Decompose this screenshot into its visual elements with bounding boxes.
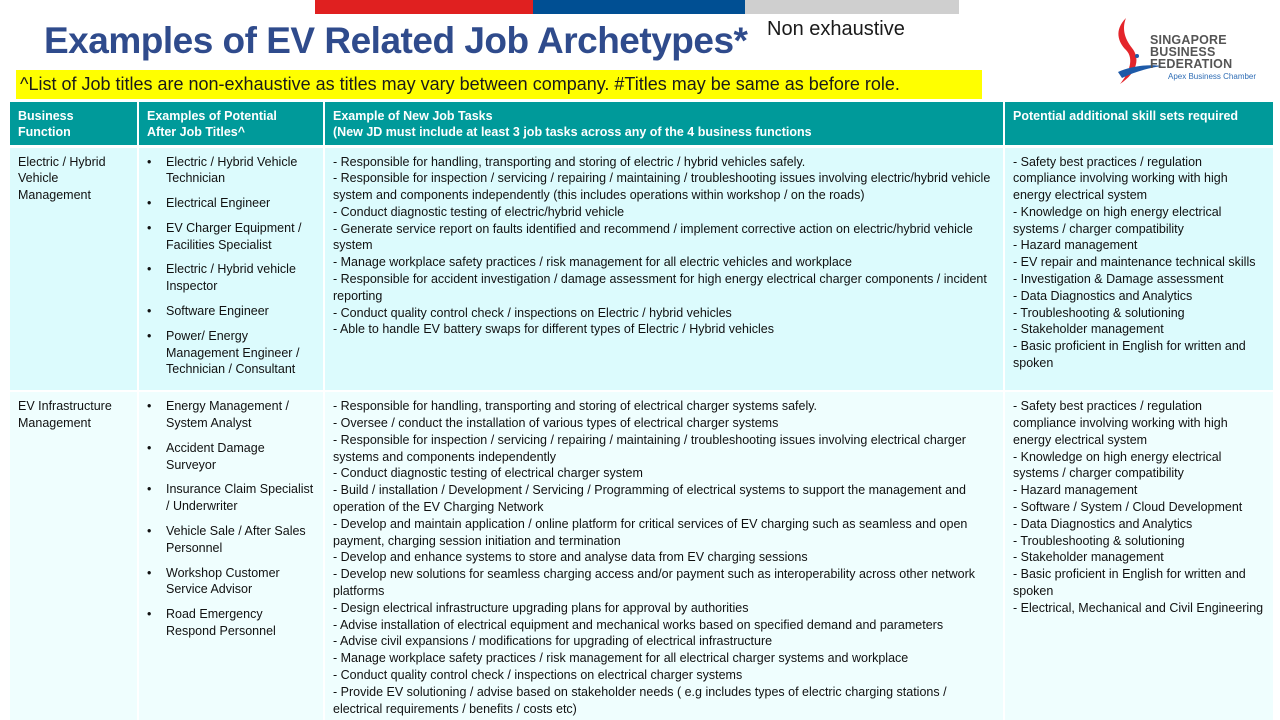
job-title-text: Insurance Claim Specialist / Underwriter — [166, 482, 314, 514]
list-item — [147, 154, 315, 188]
job-titles-list — [147, 398, 315, 640]
skill-item: - Electrical, Mechanical and Civil Engineering — [1013, 600, 1264, 615]
job-title-text: Road Emergency Respond Personnel — [166, 607, 276, 639]
list-item — [147, 195, 315, 212]
job-titles-cell — [138, 146, 324, 391]
bullet-icon: • — [147, 565, 152, 580]
job-title-text: Power/ Energy Management Engineer / Technician / Consultant — [166, 328, 300, 377]
list-item — [147, 328, 315, 378]
job-title-text: Electrical Engineer — [166, 196, 271, 211]
list-item — [147, 220, 315, 254]
job-archetypes-table — [10, 102, 1273, 720]
job-title-text: EV Charger Equipment / Facilities Specialist — [166, 220, 302, 252]
skill-item: - Knowledge on high energy electrical systems / charger compatibility — [1013, 204, 1222, 236]
column-header-skill-sets — [1004, 102, 1273, 146]
job-task-item: - Manage workplace safety practices / risk management for all electrical charger systems and workplace — [333, 651, 909, 666]
brand-bar-blue — [533, 0, 745, 14]
bullet-icon: • — [147, 328, 152, 343]
bullet-icon: • — [147, 304, 152, 319]
list-item — [147, 440, 315, 474]
job-title-text: Electric / Hybrid Vehicle Technician — [166, 154, 298, 186]
page-title — [44, 20, 747, 62]
list-item — [147, 481, 315, 515]
job-task-item: - Develop new solutions for seamless charging access and/or payment such as interoperability across other network platforms — [333, 567, 975, 599]
job-task-item: - Manage workplace safety practices / risk management for all electric vehicles and workplace — [333, 255, 852, 270]
brand-bar-grey — [745, 0, 959, 14]
list-item — [147, 261, 315, 295]
brand-color-bar — [315, 0, 959, 14]
job-task-item: - Conduct quality control check / inspections on Electric / hybrid vehicles — [333, 305, 732, 320]
column-header-job-titles — [138, 102, 324, 146]
skill-item: - Data Diagnostics and Analytics — [1013, 516, 1193, 531]
skill-item: - Troubleshooting & solutioning — [1013, 533, 1185, 548]
job-title-text: Electric / Hybrid vehicle Inspector — [166, 262, 296, 294]
table-header-row — [10, 102, 1273, 146]
job-task-item: - Responsible for handling, transporting and storing of electric / hybrid vehicles safely. — [333, 154, 806, 169]
list-item — [147, 523, 315, 557]
sbf-logo — [1108, 12, 1258, 84]
job-task-item: - Responsible for inspection / servicing / repairing / maintaining / troubleshooting issues involving electrical charger systems and components independently — [333, 432, 966, 464]
bullet-icon: • — [147, 524, 152, 539]
job-task-item: - Able to handle EV battery swaps for different types of Electric / Hybrid vehicles — [333, 322, 774, 337]
bullet-icon: • — [147, 482, 152, 497]
highlight-note: ^List of Job titles are non-exhaustive as titles may vary between company. #Titles may be same as before role. — [16, 70, 982, 99]
logo-wordmark — [1150, 34, 1232, 70]
list-item — [147, 606, 315, 640]
job-task-item: - Responsible for inspection / servicing / repairing / maintaining / troubleshooting issues involving electric/hybrid vehicle system and components independently (this includes operations within workshop / on the roads) — [333, 171, 991, 203]
column-header-text: Business Function — [18, 109, 74, 139]
skill-item: - Safety best practices / regulation compliance involving working with high energy electrical system — [1013, 154, 1228, 203]
skill-item: - Hazard management — [1013, 483, 1138, 498]
title-asterisk: * — [733, 20, 748, 61]
skill-item: - EV repair and maintenance technical skills — [1013, 255, 1256, 270]
job-task-item: - Build / installation / Development / Servicing / Programming of electrical systems to support the management and operation of the EV Charging Network — [333, 483, 966, 515]
job-tasks-cell — [324, 146, 1004, 391]
page-subtitle: Non exhaustive — [767, 18, 905, 40]
column-header-text: (New JD must include at least 3 job tasks across any of the 4 business functions — [333, 125, 812, 139]
brand-bar-red — [315, 0, 533, 14]
table-row — [10, 146, 1273, 391]
job-task-item: - Conduct diagnostic testing of electrical charger system — [333, 466, 643, 481]
job-task-item: - Responsible for accident investigation / damage assessment for high energy electrical charger components / incident reporting — [333, 272, 987, 303]
job-tasks-cell — [324, 391, 1004, 720]
skill-item: - Safety best practices / regulation compliance involving working with high energy electrical system — [1013, 399, 1228, 447]
column-header-text: After Job Titles^ — [147, 125, 246, 139]
job-task-item: - Design electrical infrastructure upgrading plans for approval by authorities — [333, 600, 749, 615]
bullet-icon: • — [147, 154, 152, 169]
job-title-text: Vehicle Sale / After Sales Personnel — [166, 524, 306, 555]
list-item — [147, 565, 315, 599]
skill-item: - Troubleshooting & solutioning — [1013, 305, 1185, 320]
list-item — [147, 398, 315, 432]
skill-item: - Basic proficient in English for written and spoken — [1013, 339, 1246, 371]
column-header-business-function — [10, 102, 138, 146]
list-item — [147, 303, 315, 320]
skill-item: - Hazard management — [1013, 238, 1138, 253]
job-task-item: - Advise civil expansions / modifications for upgrading of electrical infrastructure — [333, 634, 773, 649]
job-task-item: - Develop and maintain application / online platform for critical services of EV charging such as seamless and open payment, charging session initiation and termination — [333, 516, 968, 548]
job-titles-list — [147, 154, 315, 379]
column-header-text: Example of New Job Tasks — [333, 109, 493, 123]
job-task-item: - Conduct diagnostic testing of electric/hybrid vehicle — [333, 204, 625, 219]
bullet-icon: • — [147, 262, 152, 277]
column-header-text: Potential additional skill sets required — [1013, 109, 1239, 123]
bullet-icon: • — [147, 440, 152, 455]
skill-item: - Data Diagnostics and Analytics — [1013, 288, 1193, 303]
bullet-icon: • — [147, 399, 152, 414]
job-task-item: - Advise installation of electrical equipment and mechanical works based on specified demand and parameters — [333, 617, 944, 632]
job-title-text: Workshop Customer Service Advisor — [166, 565, 280, 597]
skill-sets-cell — [1004, 391, 1273, 720]
job-task-item: - Generate service report on faults identified and recommend / implement corrective action on electric/hybrid vehicle system — [333, 221, 973, 253]
bullet-icon: • — [147, 607, 152, 622]
skill-item: - Basic proficient in English for written and spoken — [1013, 567, 1246, 599]
logo-tagline: Apex Business Chamber — [1168, 72, 1257, 81]
job-task-item: - Provide EV solutioning / advise based on stakeholder needs ( e.g includes types of electric charging stations / electrical requirements / benefits / costs etc) — [333, 684, 947, 716]
bullet-icon: • — [147, 220, 152, 235]
job-title-text: Energy Management / System Analyst — [166, 399, 289, 431]
page-title-text: Examples of EV Related Job Archetypes — [44, 20, 734, 61]
job-task-item: - Develop and enhance systems to store and analyse data from EV charging sessions — [333, 550, 808, 565]
column-header-text: Examples of Potential — [147, 109, 277, 123]
business-function-cell: Electric / Hybrid Vehicle Management — [10, 146, 138, 391]
logo-line-1: SINGAPORE — [1150, 33, 1227, 47]
skill-sets-cell — [1004, 146, 1273, 391]
job-task-item: - Oversee / conduct the installation of various types of electrical charger systems — [333, 416, 779, 431]
logo-line-2: BUSINESS — [1150, 45, 1216, 59]
skill-item: - Software / System / Cloud Development — [1013, 500, 1243, 515]
job-title-text: Accident Damage Surveyor — [166, 440, 265, 472]
logo-line-3: FEDERATION — [1150, 57, 1233, 71]
column-header-job-tasks — [324, 102, 1004, 146]
skill-item: - Stakeholder management — [1013, 550, 1164, 565]
skill-item: - Investigation & Damage assessment — [1013, 272, 1224, 287]
job-title-text: Software Engineer — [166, 304, 269, 319]
skill-item: - Knowledge on high energy electrical systems / charger compatibility — [1013, 449, 1222, 481]
job-titles-cell — [138, 391, 324, 720]
job-task-item: - Conduct quality control check / inspections on electrical charger systems — [333, 668, 743, 683]
table-row — [10, 391, 1273, 720]
skill-item: - Stakeholder management — [1013, 322, 1164, 337]
bullet-icon: • — [147, 196, 152, 211]
job-task-item: - Responsible for handling, transporting and storing of electrical charger systems safely. — [333, 399, 818, 414]
business-function-cell: EV Infrastructure Management — [10, 391, 138, 720]
